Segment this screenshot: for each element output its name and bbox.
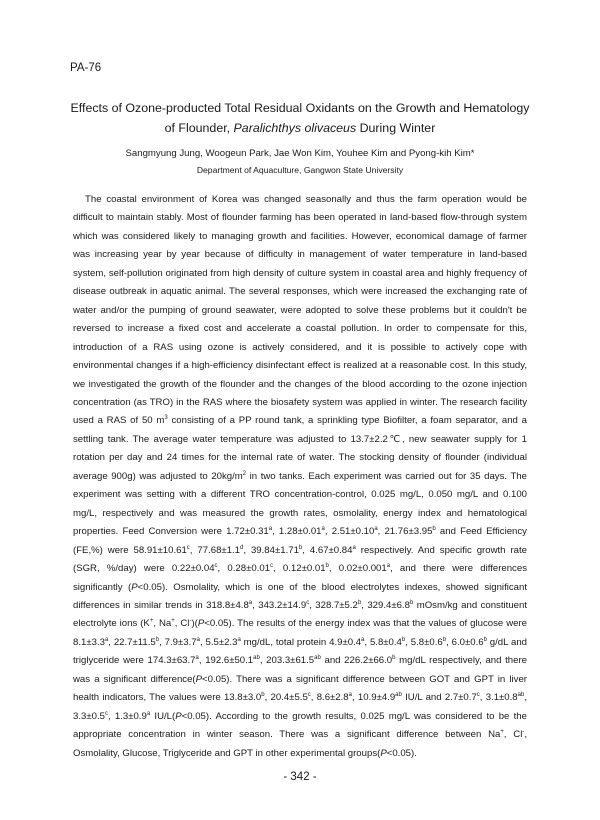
abstract-text: , 203.3±61.5 [259,655,315,667]
abstract-superscript: b [155,636,160,643]
abstract-text: mOsm/kg and constituent electrolyte ions (K [73,599,527,630]
abstract-superscript: c [214,563,218,570]
abstract-superscript: a [237,636,241,643]
abstract-superscript: ab [395,692,402,699]
abstract-superscript: a [195,655,199,662]
abstract-text: <0.05). Osmolality, which is one of the blood electrolytes indexes, showed significant differences in similar trends in 318.8±4.8 [73,581,527,611]
abstract-text: , 20.4±5.5 [264,692,308,704]
abstract-superscript: c [186,544,190,551]
abstract-text: )( [191,618,198,630]
abstract-text: , 5.5±2.3 [199,636,238,648]
abstract-superscript: - [189,618,192,625]
abstract-text: , Osmolality, Glucose, Triglyceride and GPT in other experimental groups( [73,729,527,759]
abstract-italic: P [197,618,205,630]
abstract-text: <0.05). [386,747,417,759]
abstract-text: <0.05). The results of the energy index was that the values of glucose were 8.1±3.3 [73,618,527,648]
abstract-superscript: a [146,710,151,717]
abstract-superscript: a [386,563,391,570]
title-line-2 [40,118,560,138]
abstract-text: and Feed Efficiency (FE,%) were 58.91±10.61 [73,526,527,556]
abstract-text: , 192.6±50.1 [198,655,254,667]
abstract-text: , 77.68±1.1 [189,544,241,556]
abstract-text: , 1.28±0.01 [272,526,322,538]
abstract-superscript: a [361,636,365,643]
abstract-text: and 226.2±66.0 [320,655,393,667]
title-line-1: Effects of Ozone-producted Total Residual Oxidants on the Growth and Hematology [70,101,530,115]
abstract-superscript: a [104,636,109,643]
abstract-text: , 10.9±4.9 [351,692,396,704]
abstract-text: , Na [153,618,172,630]
abstract-superscript: b [432,526,436,533]
abstract-superscript: 2 [242,470,247,477]
abstract-italic: P [131,581,138,593]
abstract-superscript: b [392,655,396,662]
abstract-superscript: b [401,636,406,643]
abstract-text: mg/dL respectively, and there was a significant difference( [73,655,527,685]
abstract-italic: P [195,673,203,685]
title-line-2-suffix: During Winter [356,121,436,135]
abstract-superscript: ab [253,655,260,662]
abstract-text: , 39.84±1.71 [243,544,299,556]
abstract-text: g/dL and triglyceride were 174.3±63.7 [73,636,528,667]
abstract-text: , 0.02±0.001 [328,563,387,575]
abstract-superscript: c [306,599,310,606]
abstract-superscript: b [357,599,362,606]
title-line-2-prefix: of Flounder, [164,121,234,135]
abstract-superscript: ab [517,692,525,699]
abstract-text: , 343.2±14.9 [252,599,307,611]
abstract-text: , 1.3±0.9 [107,710,147,722]
abstract-text: , Cl [174,618,190,630]
affiliation: Department of Aquaculture, Gangwon State University [196,165,404,175]
abstract-superscript: a [374,526,378,533]
page-number: - 342 - [283,771,317,783]
abstract-superscript: c [270,563,274,570]
abstract-superscript: d [240,544,244,551]
abstract-text: , 329.4±6.8 [361,599,410,611]
abstract-text: , 22.7±11.5 [108,636,156,648]
abstract-text: , 3.1±0.8 [479,692,518,704]
abstract-superscript: ab [314,655,321,662]
abstract-text: , 5.8±0.4 [364,636,402,648]
abstract-text: , 0.28±0.01 [217,563,271,575]
abstract-body [73,191,527,763]
abstract-superscript: a [352,544,356,551]
abstract-superscript: + [500,729,504,736]
session-code: PA-76 [70,62,102,74]
abstract-superscript: b [325,563,329,570]
abstract-text: , and there were differences significantly ( [73,563,527,593]
abstract-text: in two tanks. Each experiment was carried out for 35 days. The experiment was setting with a different TRO concentration-control, 0.025 mg/L, 0.050 mg/L and 0.100 mg/L, respectively and was measured the growth rates, osmolality, energy index and hematological properties. Feed Conversion were 1.72±0.31 [73,470,527,538]
abstract-text: The coastal environment of Korea was changed seasonally and thus the farm operation would be difficult to maintain stably. Most of flounder farming has been operated in land-based flow-through system which was considered likely to managing growth and facilities. However, economical damage of farmer was increasing year by year because of difficulty in management of water temperature in land-based system, self-pollution originated from high density of culture system in coastal area and highly frequency of disease outbreak in aquatic animal. The several responses, which were increased the exchanging rate of water and/or the pumping of ground seawater, were adopted to solve these problems but it couldn't be reversed to increase a fixed cost and accelerate a coastal pollution. In order to compensate for this, introduction of a RAS using ozone is actively considered, and it is possible to actively cope with environmental changes if a high-efficiency disinfectant effect is realized at a reasonable cost. In this study, we investigated the growth of the flounder and the changes of the blood according to the ozone injection concentration (as TRO) in the RAS where the biosafety system was applied in winter. The research facility used a RAS of 50 m [73,194,527,427]
abstract-superscript: a [196,636,200,643]
abstract-text: IU/L( [150,710,176,722]
abstract-text: <0.05). According to the growth results, 0.025 mg/L was considered to be the appropriate concentration in winter season. There was a significant difference between Na [73,710,527,741]
abstract-text: , 6.0±0.6 [446,636,484,648]
abstract-superscript: b [442,636,447,643]
abstract-text: , 7.9±3.7 [159,636,197,648]
abstract-superscript: - [522,729,525,736]
abstract-superscript: c [307,692,311,699]
abstract-superscript: c [104,710,108,717]
abstract-text: , 0.12±0.01 [273,563,326,575]
abstract-text: , 8.6±2.8 [310,692,349,704]
abstract-text: consisting of a PP round tank, a sprinkling type Biofilter, a foam separator, and a settling tank. The average water temperature was adjusted to 13.7±2.2℃, new seawater supply for 1 rotation per day and 24 times for the internal rate of water. The stocking density of flounder (individual average 900g) was adjusted to 20kg/m [73,415,527,482]
abstract-text: , Cl [503,729,523,741]
abstract-text: IU/L and 2.7±0.7 [401,692,477,704]
abstract-superscript: 3 [164,415,168,422]
abstract-text: , 328.7±5.2 [309,599,358,611]
abstract-text: , 5.8±0.6 [405,636,443,648]
author-list: Sangmyung Jung, Woogeun Park, Jae Won Kim, Youhee Kim and Pyong-kih Kim* [125,148,475,159]
abstract-superscript: b [483,636,487,643]
abstract-italic: P [380,747,387,759]
abstract-text: mg/dL, total protein 4.9±0.4 [240,636,362,648]
abstract-superscript: c [476,692,480,699]
abstract-text: , 3.3±0.5 [73,692,527,722]
abstract-text: , 4.67±0.84 [302,544,353,556]
abstract-superscript: b [261,692,265,699]
abstract-superscript: + [171,618,175,625]
species-name: Paralichthys olivaceus [233,121,357,135]
paper-title [40,98,560,138]
abstract-superscript: b [409,599,414,606]
abstract-text: , 2.51±0.10 [324,526,375,538]
abstract-text: <0.05). There was a significant difference between GOT and GPT in liver health indicators, The values were 13.8±3.0 [73,673,527,704]
abstract-text: , 21.76±3.95 [377,526,433,538]
abstract-superscript: a [321,526,325,533]
abstract-superscript: a [268,526,273,533]
abstract-superscript: + [149,618,154,625]
abstract-superscript: a [348,692,352,699]
abstract-text: respectively. And specific growth rate (SGR, %/day) were 0.22±0.04 [73,544,527,575]
abstract-italic: P [175,710,182,722]
abstract-superscript: a [248,599,253,606]
abstract-superscript: b [298,544,303,551]
